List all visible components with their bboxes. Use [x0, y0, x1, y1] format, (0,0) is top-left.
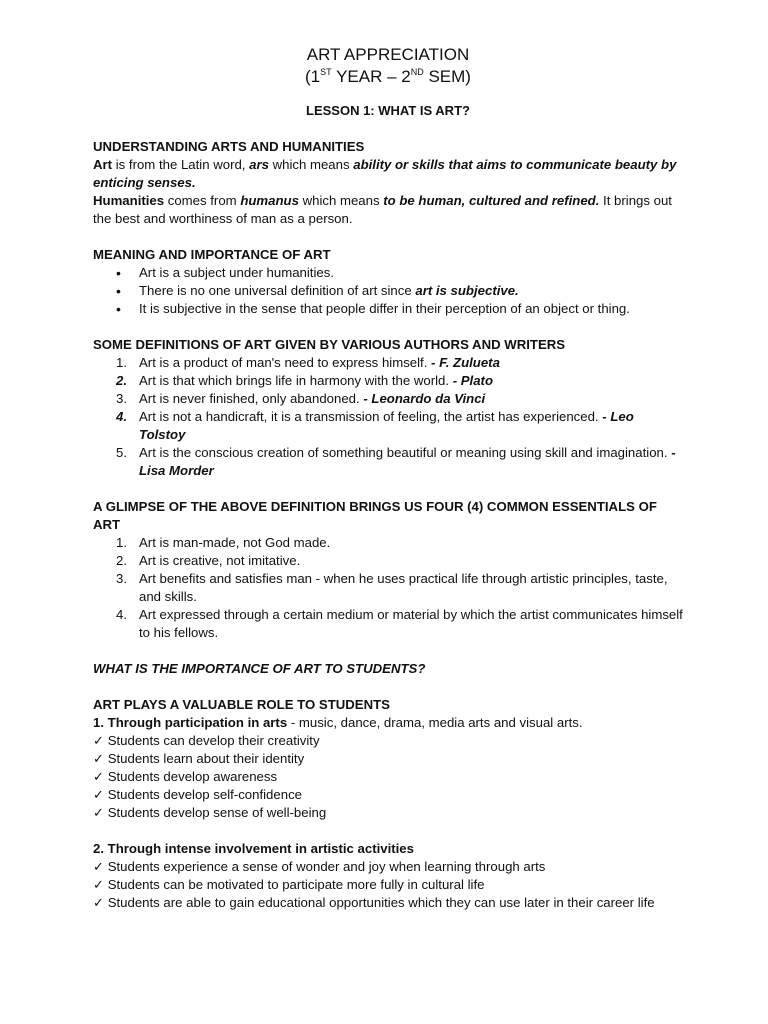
list-item [139, 300, 683, 318]
essentials-list [93, 534, 683, 642]
role-point-1-title: 1. Through participation in arts [93, 715, 288, 730]
check-item: ✓ Students develop sense of well-being [93, 805, 327, 820]
question-section [93, 660, 683, 678]
document-title [93, 44, 683, 66]
list-item [116, 408, 683, 444]
item-text: Art is the conscious creation of something beautiful or meaning using skill and imagination. [139, 445, 672, 460]
hum-text-3: It brings out the best and worthiness of man as a person. [93, 193, 672, 226]
hum-text-1: comes from [164, 193, 241, 208]
check-item: ✓ Students develop self-confidence [93, 787, 302, 802]
item-author: - Lisa Morder [139, 445, 676, 478]
item-author: - Plato [452, 373, 493, 388]
item-text: Art expressed through a certain medium or material by which the artist communicates himself to his fellows. [139, 607, 683, 640]
item-text: Art benefits and satisfies man - when he uses practical life through artistic principles, taste, and skills. [139, 571, 668, 604]
item-number: 2. [116, 373, 127, 388]
subtitle-part-b: YEAR – 2 [331, 67, 411, 86]
bullet-text: There is no one universal definition of art since [139, 283, 416, 298]
list-item [116, 372, 683, 390]
list-item [116, 606, 683, 642]
title-line-1: ART APPRECIATION [306, 45, 470, 64]
item-text: Art is that which brings life in harmony with the world. [139, 373, 453, 388]
art-meaning: ability or skills that aims to communicate beauty by enticing senses. [93, 157, 677, 190]
role-section [93, 696, 683, 912]
role-point-1-text: - music, dance, drama, media arts and visual arts. [287, 715, 583, 730]
list-item [139, 282, 683, 300]
bullet-text: It is subjective in the sense that people differ in their perception of an object or thing. [139, 301, 630, 316]
role-heading: ART PLAYS A VALUABLE ROLE TO STUDENTS [93, 697, 390, 712]
check-item: ✓ Students can develop their creativity [93, 733, 320, 748]
item-author: - Leonardo da Vinci [363, 391, 486, 406]
hum-meaning: to be human, cultured and refined. [383, 193, 600, 208]
meaning-section [93, 246, 683, 318]
art-definition [93, 156, 683, 192]
list-item [116, 354, 683, 372]
item-text: Art is a product of man's need to express himself. [139, 355, 432, 370]
essentials-section [93, 498, 683, 642]
bullet-text: Art is a subject under humanities. [139, 265, 334, 280]
check-item: ✓ Students are able to gain educational opportunities which they can use later in their career life [93, 895, 655, 910]
check-item: ✓ Students learn about their identity [93, 751, 305, 766]
subtitle-part-c: SEM) [423, 67, 471, 86]
humanities-term: Humanities [93, 193, 165, 208]
check-item: ✓ Students can be motivated to participate more fully in cultural life [93, 877, 485, 892]
document-page [93, 44, 683, 912]
item-number: 2. [116, 553, 127, 568]
list-item [116, 390, 683, 408]
art-latin: ars [249, 157, 269, 172]
subtitle-part-a: (1 [305, 67, 321, 86]
definitions-heading: SOME DEFINITIONS OF ART GIVEN BY VARIOUS AUTHORS AND WRITERS [93, 337, 566, 352]
meaning-list [93, 264, 683, 318]
item-number: 4. [116, 607, 127, 622]
item-author: - Leo Tolstoy [139, 409, 634, 442]
item-number: 1. [116, 355, 127, 370]
role-point-1 [93, 714, 683, 732]
subtitle-sup-1: ST [320, 67, 332, 77]
item-number: 1. [116, 535, 127, 550]
definitions-section [93, 336, 683, 480]
check-item: ✓ Students develop awareness [93, 769, 278, 784]
document-subtitle [93, 66, 683, 88]
list-item [116, 534, 683, 552]
list-item [139, 264, 683, 282]
question-heading: WHAT IS THE IMPORTANCE OF ART TO STUDENTS? [93, 661, 426, 676]
item-number: 3. [116, 391, 127, 406]
check-item: ✓ Students experience a sense of wonder and joy when learning through arts [93, 859, 546, 874]
item-number: 4. [116, 409, 127, 424]
hum-latin: humanus [240, 193, 299, 208]
list-item [116, 552, 683, 570]
item-text: Art is not a handicraft, it is a transmission of feeling, the artist has experienced. [139, 409, 603, 424]
item-text: Art is never finished, only abandoned. [139, 391, 364, 406]
bullet-emphasis: art is subjective. [415, 283, 519, 298]
understanding-section [93, 138, 683, 228]
art-text-1: is from the Latin word, [112, 157, 250, 172]
item-number: 5. [116, 445, 127, 460]
subtitle-sup-2: ND [410, 67, 424, 77]
art-text-2: which means [268, 157, 354, 172]
essentials-heading: A GLIMPSE OF THE ABOVE DEFINITION BRINGS US FOUR (4) COMMON ESSENTIALS OF ART [93, 499, 657, 532]
humanities-definition [93, 192, 683, 228]
role-point-2-title: 2. Through intense involvement in artistic activities [93, 841, 414, 856]
hum-text-2: which means [298, 193, 384, 208]
item-author: - F. Zulueta [431, 355, 500, 370]
art-term: Art [93, 157, 113, 172]
lesson-heading: LESSON 1: WHAT IS ART? [306, 103, 470, 118]
definitions-list [93, 354, 683, 480]
list-item [116, 444, 683, 480]
item-text: Art is creative, not imitative. [139, 553, 301, 568]
understanding-heading: UNDERSTANDING ARTS AND HUMANITIES [93, 139, 365, 154]
item-text: Art is man-made, not God made. [139, 535, 331, 550]
list-item [116, 570, 683, 606]
item-number: 3. [116, 571, 127, 586]
meaning-heading: MEANING AND IMPORTANCE OF ART [93, 247, 331, 262]
